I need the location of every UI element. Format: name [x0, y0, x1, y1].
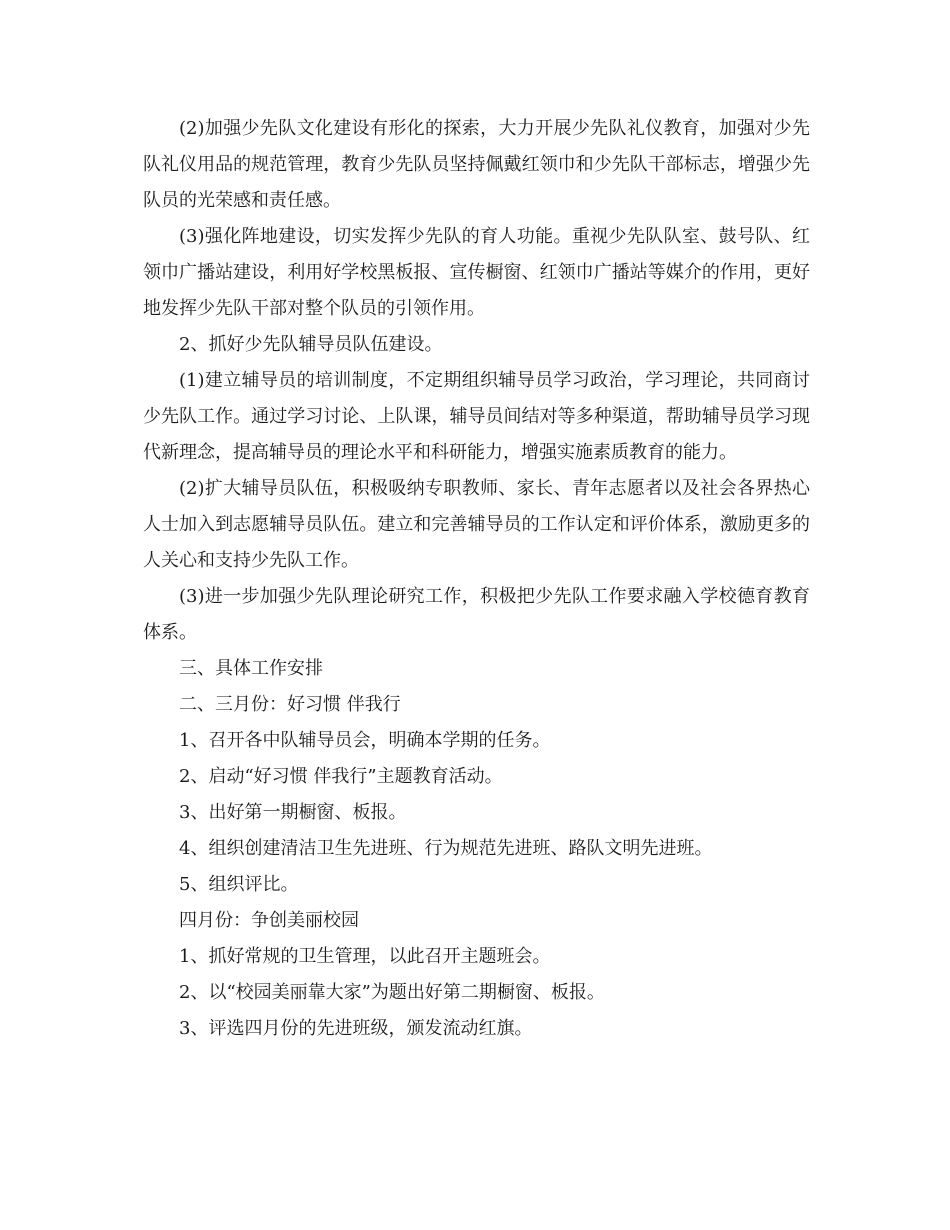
list-item: 2、启动“好习惯 伴我行”主题教育活动。 [179, 766, 503, 787]
list-item: 2、以“校园美丽靠大家”为题出好第二期橱窗、板报。 [179, 982, 605, 1003]
paragraph-expand-team: (2)扩大辅导员队伍，积极吸纳专职教师、家长、青年志愿者以及社会各界热心人士加入到志愿辅导员队伍。建立和完善辅导员的工作认定和评价体系，激励更多的人关心和支持少先队工作。 [143, 478, 810, 571]
paragraph-training-system: (1)建立辅导员的培训制度，不定期组织辅导员学习政治，学习理论，共同商讨少先队工作。通过学习讨论、上队课，辅导员间结对等多种渠道，帮助辅导员学习现代新理念，提高辅导员的理论水平和科研能力，增强实施素质教育的能力。 [143, 370, 810, 463]
list-item: 1、召开各中队辅导员会，明确本学期的任务。 [179, 730, 551, 751]
paragraph-position-building: (3)强化阵地建设，切实发挥少先队的育人功能。重视少先队队室、鼓号队、红领巾广播站建设，利用好学校黑板报、宣传橱窗、红领巾广播站等媒介的作用，更好地发挥少先队干部对整个队员的引领作用。 [143, 226, 810, 319]
paragraph-culture-building: (2)加强少先队文化建设有形化的探索，大力开展少先队礼仪教育，加强对少先队礼仪用品的规范管理，教育少先队员坚持佩戴红领巾和少先队干部标志，增强少先队员的光荣感和责任感。 [143, 118, 810, 211]
section-heading-counselor-team: 2、抓好少先队辅导员队伍建设。 [179, 334, 443, 355]
list-item: 1、抓好常规的卫生管理，以此召开主题班会。 [179, 946, 551, 967]
list-item: 3、评选四月份的先进班级，颁发流动红旗。 [179, 1018, 533, 1039]
list-item: 3、出好第一期橱窗、板报。 [179, 802, 407, 823]
month-heading-april: 四月份：争创美丽校园 [179, 910, 359, 931]
paragraph-theory-research: (3)进一步加强少先队理论研究工作，积极把少先队工作要求融入学校德育教育体系。 [143, 586, 810, 643]
month-heading-feb-mar: 二、三月份：好习惯 伴我行 [179, 694, 401, 715]
document-body [143, 111, 810, 1047]
list-item: 4、组织创建清洁卫生先进班、行为规范先进班、路队文明先进班。 [179, 838, 713, 859]
section-heading-work-plan: 三、具体工作安排 [179, 658, 323, 679]
list-item: 5、组织评比。 [179, 874, 299, 895]
